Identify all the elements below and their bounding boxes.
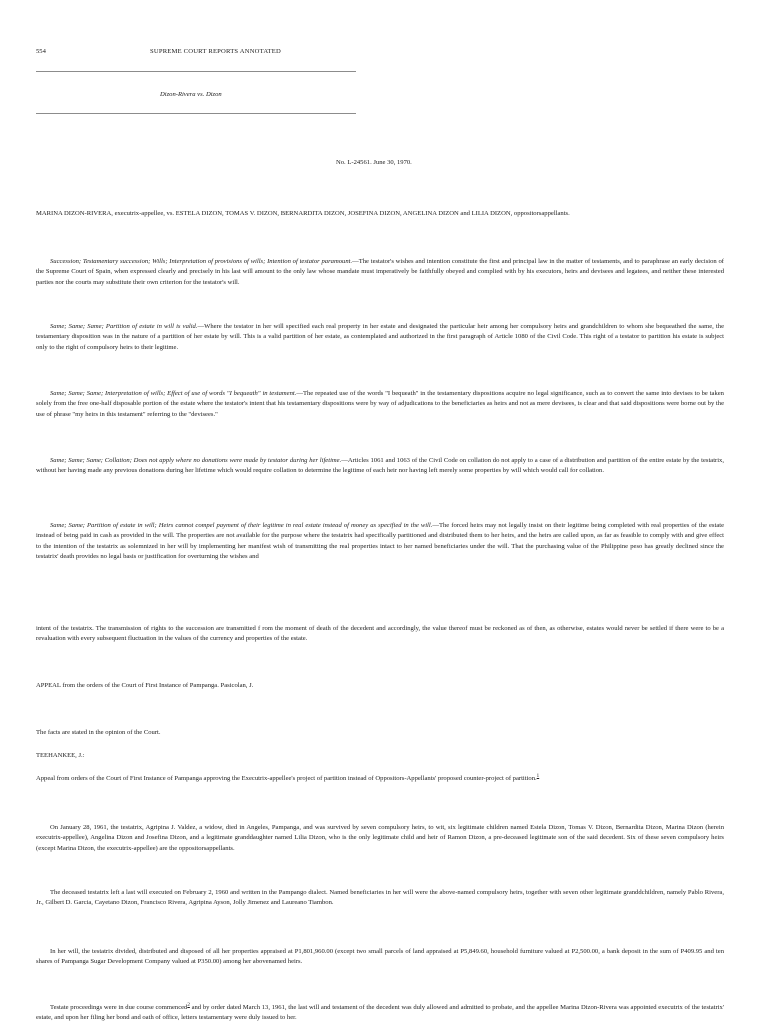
opinion-paragraph-2: On January 28, 1961, the testatrix, Agripina J. Valdez, a widow, died in Angeles, Pampanga, and was survived by seven compulsory heirs, to wit, six legitimate children named Estela Dizon, Tomas V. Dizon, Bernardita Dizon, Marina Dizon (herein executrix-appellee), Angelina Dizon and Josefina Dizon, and a legitimate granddaughter named Lilia Dizon, who is the only legitimate child and heir of Ramon Dizon, a pre-deceased legitimate son of the said decedent. Six of these seven compulsory heirs (except Marina Dizon, the executrix-appellee) are the oppositorsappellants. bbox=[36, 824, 724, 852]
running-title: SUPREME COURT REPORTS ANNOTATED bbox=[150, 48, 281, 55]
facts-line: The facts are stated in the opinion of the Court. bbox=[36, 729, 161, 736]
syllabus-3 bbox=[36, 389, 724, 420]
syllabus-body: —The testator's wishes and intention constitute the first and principal law in the matter of testaments, and to paraphrase an early decision of the Supreme Court of Spain, when expressed clearly and precisely in his last will amount to the only law whose mandate must imperatively be faithfully obeyed and complied with by his executors, heirs and devisees and legatees, and neither these interested parties nor the courts may substitute their own criterion for the testator's will. bbox=[36, 258, 724, 286]
header-rule-bottom bbox=[36, 113, 356, 114]
syllabus-heading: Same; Same; Same; Partition of estate in will is valid. bbox=[50, 323, 198, 330]
opinion-paragraph-4: In her will, the testatrix divided, distributed and disposed of all her properties appraised at P1,801,960.00 (except two small parcels of land appraised at P5,849.60, household furniture valued at P2,500.00, a bank deposit in the sum of P409.95 and ten shares of Pampanga Sugar Development Company valued at P350.00) among her abovenamed heirs. bbox=[36, 948, 724, 966]
syllabus-heading: Same; Same; Same; Interpretation of wills; Effect of use of words "I bequeath" in testament. bbox=[50, 390, 297, 397]
syllabus-heading: Same; Same; Same; Collation; Does not apply where no donations were made by testator during her lifetime. bbox=[50, 457, 342, 464]
opinion-paragraph-1 bbox=[36, 774, 724, 784]
syllabus-body: —Where the testator in her will specified each real property in her estate and designated the particular heir among her compulsory heirs and grandchildren to whom she bequeathed the same, the testamentary disposition was in the nature of a partition of her estate by will. This is a valid partition of her estate, as contemplated and authorized in the first paragraph of Article 1080 of the Civil Code. This right of a testator to partition his estate is subject only to the right of compulsory heirs to their legitime. bbox=[36, 323, 724, 351]
syllabus-body: —Articles 1061 and 1063 of the Civil Code on collation do not apply to a case of a distribution and partition of the entire estate by the testatrix, without her having made any previous donations during her lifetime which would require collation to determine the legitime of each heir nor having left merely some properties by will which would call for collation. bbox=[36, 457, 725, 475]
syllabus-1 bbox=[36, 257, 724, 288]
parties: MARINA DIZON-RIVERA, executrix-appellee, vs. ESTELA DIZON, TOMAS V. DIZON, BERNARDITA DIZON, JOSEFINA DIZON, ANGELINA DIZON and LILIA DIZON, oppositorsappellants. bbox=[36, 210, 570, 217]
case-number: No. L-24561. June 30, 1970. bbox=[336, 159, 412, 166]
opinion-text: Appeal from orders of the Court of First Instance of Pampanga approving the Executrix-appellee's project of partition instead of Oppositors-Appellants' proposed counter-project of partition. bbox=[36, 775, 537, 782]
syllabus-heading: Succession; Testamentary succession; Wills; Interpretation of provisions of wills; Intention of testator paramount. bbox=[50, 258, 353, 265]
header-rule-top bbox=[36, 71, 356, 72]
opinion-text: and by order dated March 13, 1961, the last will and testament of the decedent was duly allowed and admitted to probate, and the appellee Marina Dizon-Rivera was appointed executrix of the testatrix' estate, and upon her filing her bond and oath of office, letters testamentary were duly issued to her. bbox=[36, 1004, 724, 1022]
ponente: TEEHANKEE, J.: bbox=[36, 752, 85, 759]
appeal-line: APPEAL from the orders of the Court of First Instance of Pampanga. Pasicolan, J. bbox=[36, 682, 254, 689]
syllabus-heading: Same; Same; Partition of estate in will; Heirs cannot compel payment of their legitime in real estate instead of money as specified in the will. bbox=[50, 522, 433, 529]
syllabus-body: —The forced heirs may not legally insist on their legitime being completed with real properties of the estate instead of being paid in cash as provided in the will. The properties are not available for the purpose where the testatrix had specifically partitioned and distributed them to her heirs, and the heirs are called upon, as far as feasible to comply with and give effect to the intention of the testatrix as solemnized in her will by implementing her manifest wish of transmitting the real properties intact to her named beneficiaries under the will. That the purchasing value of the Philippine peso has greatly declined since the testatrix' death provides no legal basis or justification for overturning the wishes and bbox=[36, 522, 724, 561]
page-number: 554 bbox=[36, 48, 46, 55]
footnote-marker[interactable]: 2 bbox=[187, 1002, 190, 1008]
syllabus-2 bbox=[36, 322, 724, 353]
syllabus-body: —The repeated use of the words "I bequeath" in the testamentary dispositions acquire no legal significance, such as to convert the same into devises to be taken solely from the free one-half disposable portion of the estate where the testator's intent that his testamentary dispositions were by way of adjudications to the beneficiaries as heirs and not as mere devisees, is clear and that said dispositions were borne out by the use of phrase "my heirs in this testament" referring to the "devisees." bbox=[36, 390, 724, 418]
case-short-title: Dizon-Rivera vs. Dizon bbox=[160, 91, 222, 98]
syllabus-continuation: intent of the testatrix. The transmission of rights to the succession are transmitted f rom the moment of death of the decedent and accordingly, the value thereof must be reckoned as of then, as otherwise, estates would never be settled if there were to be a revaluation with every subsequent fluctuation in the values of the currency and properties of the estate. bbox=[36, 625, 724, 643]
syllabus-4 bbox=[36, 456, 724, 477]
opinion-paragraph-3: The deceased testatrix left a last will executed on February 2, 1960 and written in the Pampango dialect. Named beneficiaries in her will were the above-named compulsory heirs, together with seven other legitimate granddchildren, namely Pablo Rivera, Jr., Gilbert D. Garcia, Cayetano Dizon, Francisco Rivera, Agripina Ayson, Jolly Jimenez and Laureano Tiambon. bbox=[36, 889, 724, 907]
opinion-text: Testate proceedings were in due course commenced bbox=[50, 1004, 188, 1011]
opinion-paragraph-5 bbox=[36, 1003, 724, 1024]
footnote-marker[interactable]: 1 bbox=[536, 773, 540, 779]
syllabus-5 bbox=[36, 521, 724, 563]
